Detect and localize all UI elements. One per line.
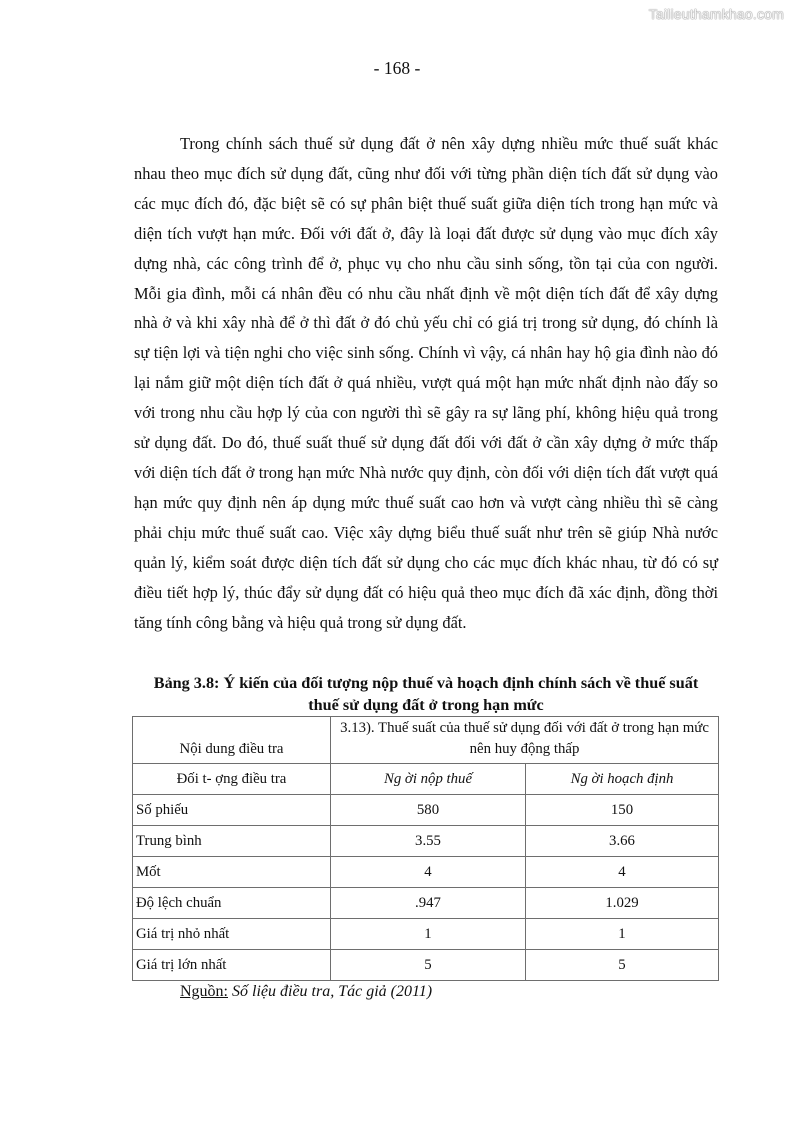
source-label: Nguồn: [180,983,228,1000]
table-row [133,950,719,981]
cell-value: 4 [331,857,526,888]
header-survey-content: Nội dung điều tra [133,717,331,764]
table-header-row-1 [133,717,719,764]
table-source [180,983,432,1001]
header-taxpayers: Ng ời nộp thuế [331,764,526,795]
header-question: 3.13). Thuế suất của thuế sử dụng đối với đất ở trong hạn mức nên huy động thấp [331,717,719,764]
row-label: Mốt [133,857,331,888]
cell-value: .947 [331,888,526,919]
table-row [133,888,719,919]
header-policymakers: Ng ời hoạch định [526,764,719,795]
source-text: Số liệu điều tra, Tác giả (2011) [228,983,433,1000]
row-label: Số phiếu [133,795,331,826]
table-caption-line-2: thuế sử dụng đất ở trong hạn mức [308,696,544,714]
header-survey-subject: Đối t- ợng điều tra [133,764,331,795]
cell-value: 1 [331,919,526,950]
table-row [133,857,719,888]
cell-value: 580 [331,795,526,826]
table-row [133,919,719,950]
cell-value: 4 [526,857,719,888]
table-caption [120,672,732,716]
table-row [133,795,719,826]
cell-value: 3.66 [526,826,719,857]
cell-value: 5 [526,950,719,981]
cell-value: 1.029 [526,888,719,919]
table-row [133,826,719,857]
table-header-row-2 [133,764,719,795]
survey-results-table [132,716,719,981]
row-label: Giá trị nhỏ nhất [133,919,331,950]
page-number: - 168 - [373,58,421,78]
body-paragraph [134,129,718,637]
watermark: Tailieuthamkhao.com [648,6,784,22]
row-label: Trung bình [133,826,331,857]
paragraph-text: Trong chính sách thuế sử dụng đất ở nên xây dựng nhiều mức thuế suất khác nhau theo mục đích sử dụng đất, cũng như đối với từng phần diện tích đất sử dụng vào các mục đích đó, đặc biệt sẽ có sự phân biệt thuế suất giữa diện tích trong hạn mức và diện tích vượt hạn mức. Đối với đất ở, đây là loại đất được sử dụng vào mục đích xây dựng nhà, các công trình để ở, phục vụ cho nhu cầu sinh sống, tồn tại của con người. Mỗi gia đình, mỗi cá nhân đều có nhu cầu nhất định về một diện tích đất để xây dựng nhà ở và khi xây nhà để ở thì đất ở đó chủ yếu chỉ có giá trị trong sử dụng, đó chính là sự tiện lợi và tiện nghi cho việc sinh sống. Chính vì vậy, cá nhân hay hộ gia đình nào đó lại nắm giữ một diện tích đất ở quá nhiều, vượt quá một hạn mức nhất định nào đấy so với trong nhu cầu hợp lý của con người thì sẽ gây ra sự lãng phí, không hiệu quả trong sử dụng đất. Do đó, thuế suất thuế sử dụng đất đối với đất ở cần xây dựng ở mức thấp với diện tích đất ở trong hạn mức Nhà nước quy định, còn đối với diện tích đất vượt quá hạn mức quy định nên áp dụng mức thuế suất cao hơn và vượt càng nhiều thì sẽ càng phải chịu mức thuế suất cao. Việc xây dựng biểu thuế suất như trên sẽ giúp Nhà nước quản lý, kiểm soát được diện tích đất sử dụng cho các mục đích khác nhau, từ đó có sự điều tiết hợp lý, thúc đẩy sử dụng đất có hiệu quả theo mục đích đã xác định, đồng thời tăng tính công bằng và hiệu quả trong sử dụng đất. [134,134,718,632]
cell-value: 5 [331,950,526,981]
table-caption-line-1: Bảng 3.8: Ý kiến của đối tượng nộp thuế và hoạch định chính sách về thuế suất [153,674,699,692]
cell-value: 1 [526,919,719,950]
row-label: Độ lệch chuẩn [133,888,331,919]
row-label: Giá trị lớn nhất [133,950,331,981]
cell-value: 3.55 [331,826,526,857]
cell-value: 150 [526,795,719,826]
